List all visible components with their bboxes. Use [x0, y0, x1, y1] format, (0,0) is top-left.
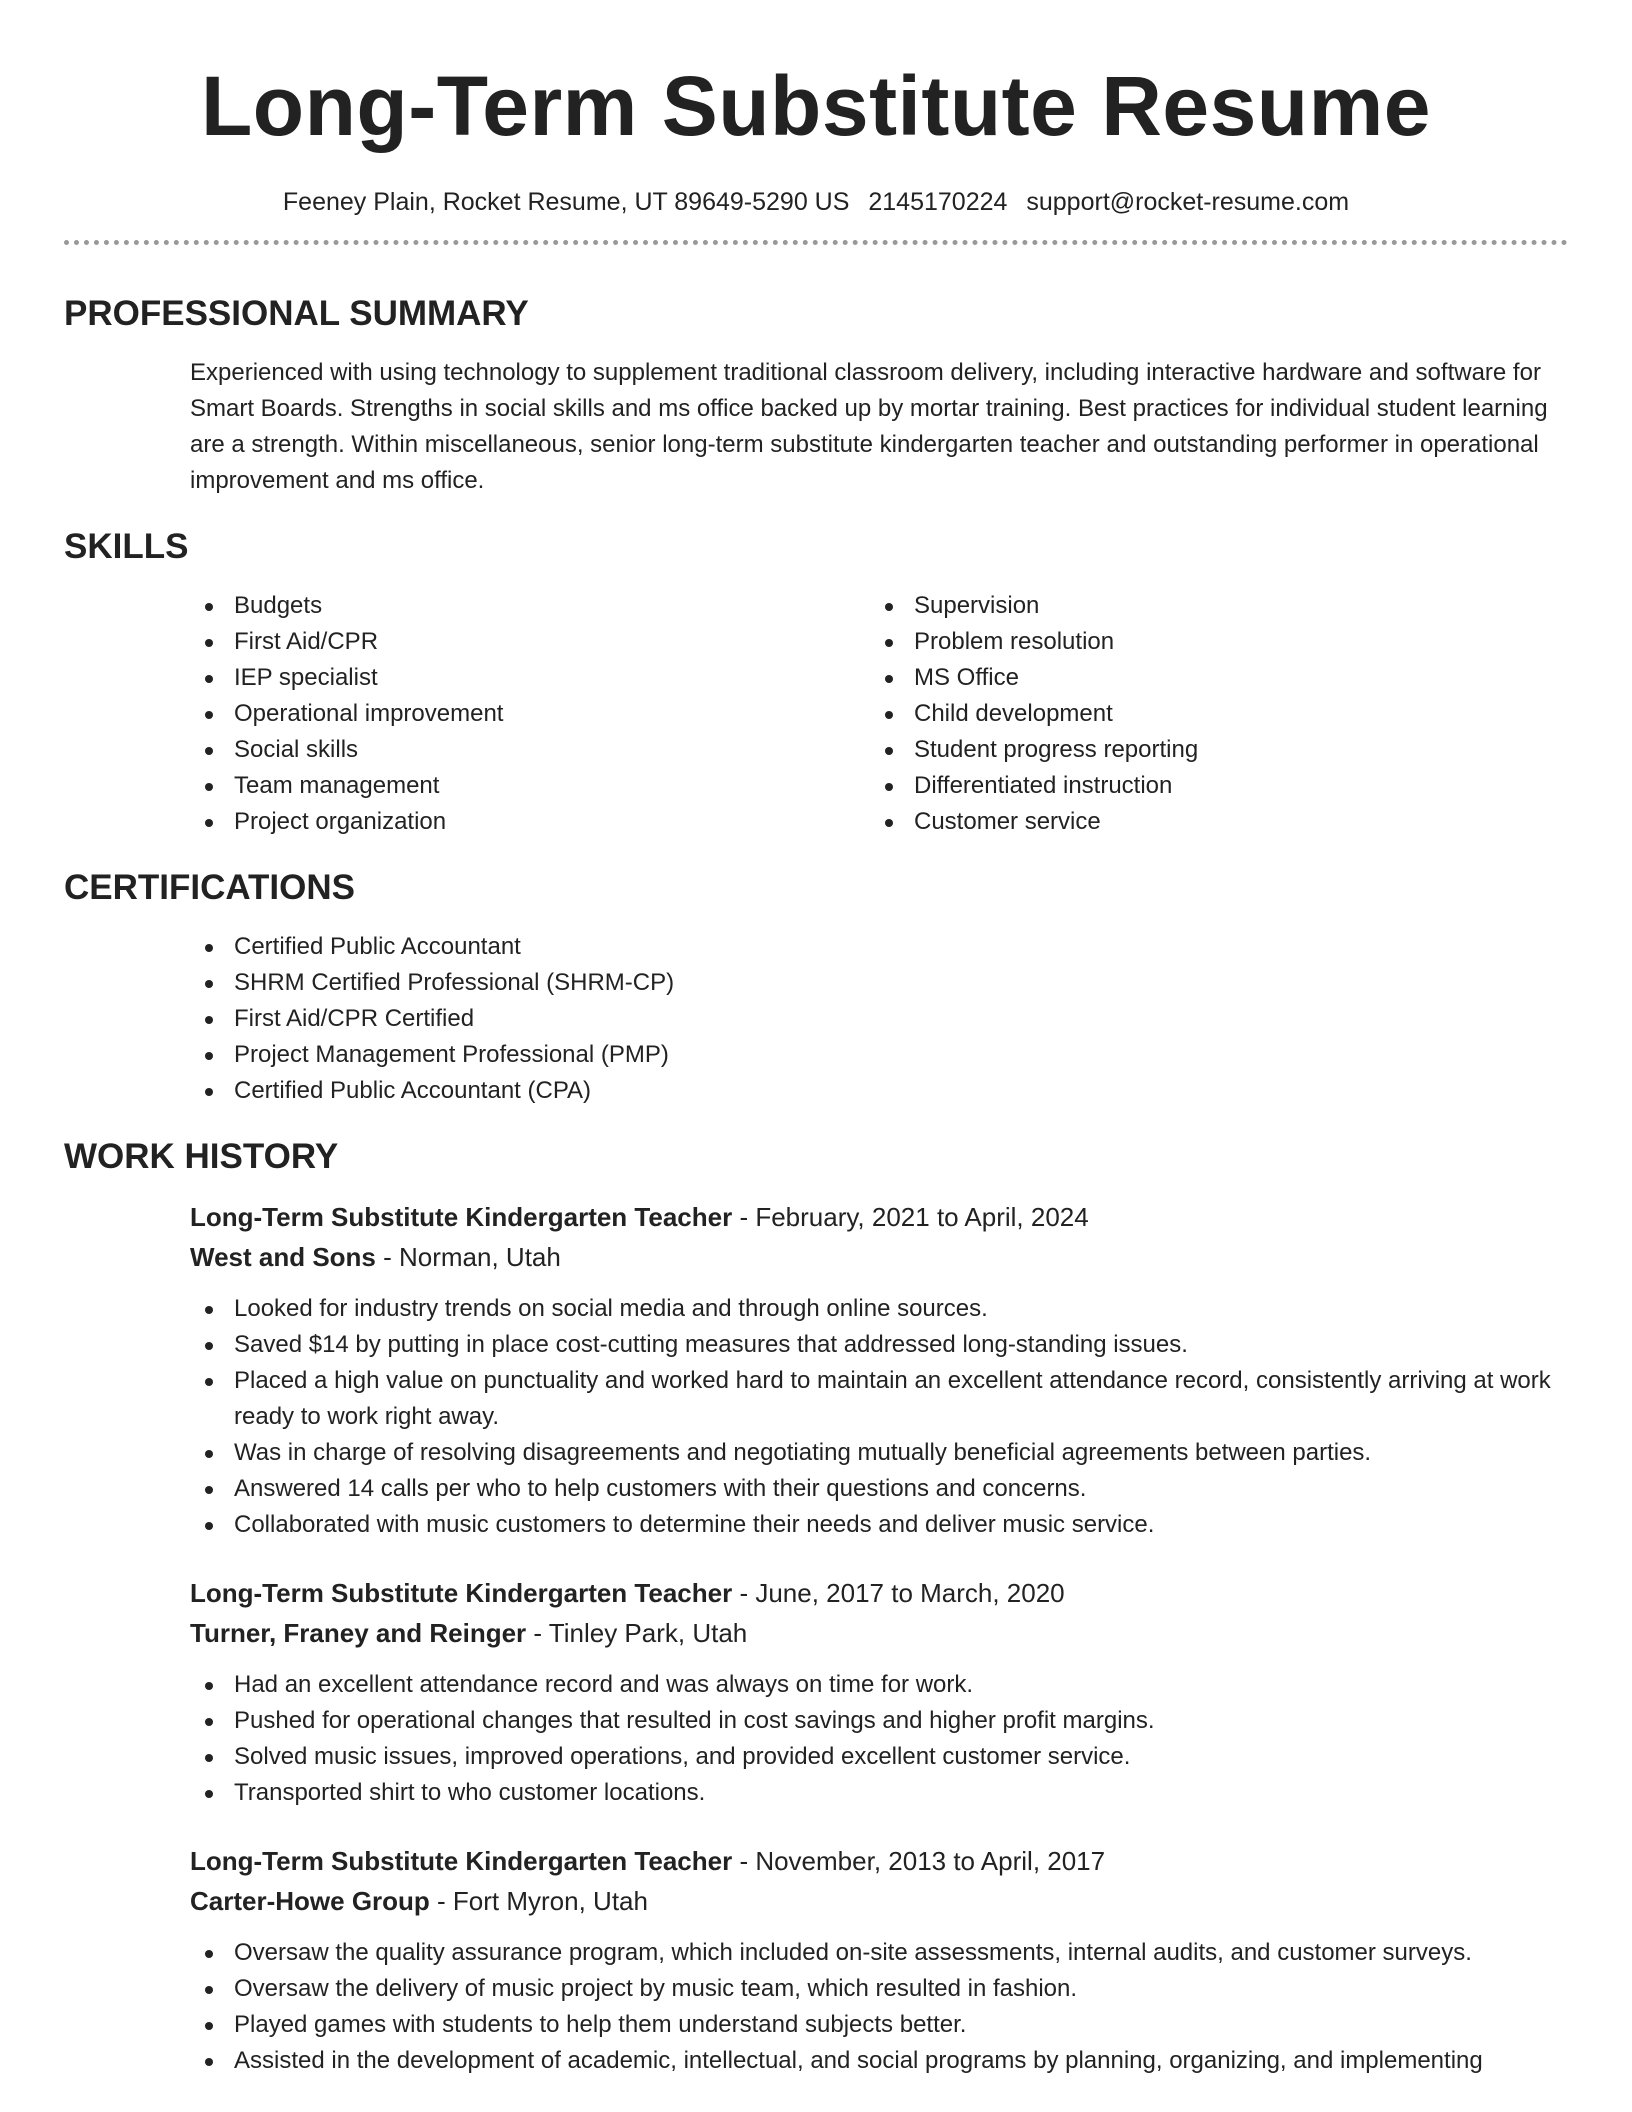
job-entry	[190, 1197, 1568, 1543]
job-dates: - November, 2013 to April, 2017	[732, 1846, 1106, 1876]
job-title-line	[190, 1573, 1568, 1613]
job-company-line	[190, 1881, 1568, 1921]
skill-item: Social skills	[190, 732, 870, 768]
skill-item: Student progress reporting	[870, 732, 1550, 768]
job-bullet: Placed a high value on punctuality and worked hard to maintain an excellent attendance record, consistently arriving at work ready to work right away.	[190, 1363, 1568, 1435]
job-company-line	[190, 1613, 1568, 1653]
skill-item: MS Office	[870, 660, 1550, 696]
job-bullets	[190, 1935, 1568, 2079]
job-title: Long-Term Substitute Kindergarten Teacher	[190, 1202, 733, 1232]
job-bullet: Looked for industry trends on social media and through online sources.	[190, 1291, 1568, 1327]
job-title-line	[190, 1841, 1568, 1881]
skills-list-right	[870, 588, 1550, 840]
summary-text: Experienced with using technology to supplement traditional classroom delivery, including interactive hardware and software for Smart Boards. Strengths in social skills and ms office backed up by mortar training. Best practices for individual student learning are a strength. Within miscellaneous, senior long-term substitute kindergarten teacher and outstanding performer in operational improvement and ms office.	[190, 359, 1548, 494]
job-dates: - June, 2017 to March, 2020	[732, 1578, 1065, 1608]
job-bullet: Had an excellent attendance record and was always on time for work.	[190, 1667, 1568, 1703]
skill-item: Operational improvement	[190, 696, 870, 732]
skill-item: Budgets	[190, 588, 870, 624]
skill-item: Team management	[190, 768, 870, 804]
contact-line	[64, 187, 1568, 217]
job-location: - Tinley Park, Utah	[526, 1618, 748, 1648]
certification-item: Project Management Professional (PMP)	[190, 1037, 1568, 1073]
job-bullet: Saved $14 by putting in place cost-cutting measures that addressed long-standing issues.	[190, 1327, 1568, 1363]
job-bullet: Was in charge of resolving disagreements and negotiating mutually beneficial agreements between parties.	[190, 1435, 1568, 1471]
resume-page	[64, 0, 1568, 2109]
job-title: Long-Term Substitute Kindergarten Teacher	[190, 1578, 733, 1608]
contact-address: Feeney Plain, Rocket Resume, UT 89649-5290 US	[282, 188, 850, 216]
job-location: - Fort Myron, Utah	[429, 1886, 648, 1916]
work-history-list	[190, 1197, 1568, 2079]
skill-item: Differentiated instruction	[870, 768, 1550, 804]
job-bullet: Transported shirt to who customer locations.	[190, 1775, 1568, 1811]
job-bullet: Collaborated with music customers to determine their needs and deliver music service.	[190, 1507, 1568, 1543]
skills-grid	[190, 588, 1568, 840]
job-bullet: Pushed for operational changes that resulted in cost savings and higher profit margins.	[190, 1703, 1568, 1739]
job-title: Long-Term Substitute Kindergarten Teacher	[190, 1846, 733, 1876]
job-company: Turner, Franey and Reinger	[190, 1618, 527, 1648]
contact-phone[interactable]: 2145170224	[868, 188, 1008, 216]
summary-heading: PROFESSIONAL SUMMARY	[64, 294, 529, 333]
job-bullet: Oversaw the delivery of music project by music team, which resulted in fashion.	[190, 1971, 1568, 2007]
job-company-line	[190, 1237, 1568, 1277]
job-bullet: Answered 14 calls per who to help customers with their questions and concerns.	[190, 1471, 1568, 1507]
job-bullets	[190, 1291, 1568, 1543]
skill-item: Child development	[870, 696, 1550, 732]
contact-email[interactable]: support@rocket-resume.com	[1026, 188, 1350, 216]
job-bullet: Solved music issues, improved operations, and provided excellent customer service.	[190, 1739, 1568, 1775]
job-bullets	[190, 1667, 1568, 1811]
skills-list-left	[190, 588, 870, 840]
job-bullet: Played games with students to help them understand subjects better.	[190, 2007, 1568, 2043]
job-bullet: Oversaw the quality assurance program, which included on-site assessments, internal audits, and customer surveys.	[190, 1935, 1568, 1971]
skill-item: Supervision	[870, 588, 1550, 624]
skill-item: First Aid/CPR	[190, 624, 870, 660]
certifications-list	[190, 929, 1568, 1109]
skill-item: Customer service	[870, 804, 1550, 840]
skill-item: Problem resolution	[870, 624, 1550, 660]
job-entry	[190, 1841, 1568, 2079]
certification-item: First Aid/CPR Certified	[190, 1001, 1568, 1037]
work-history-heading: WORK HISTORY	[64, 1137, 339, 1176]
job-location: - Norman, Utah	[375, 1242, 561, 1272]
header-divider	[64, 240, 1568, 245]
certification-item: Certified Public Accountant (CPA)	[190, 1073, 1568, 1109]
job-title-line	[190, 1197, 1568, 1237]
certifications-heading: CERTIFICATIONS	[64, 868, 356, 907]
job-company: Carter-Howe Group	[190, 1886, 430, 1916]
job-bullet: Assisted in the development of academic, intellectual, and social programs by planning, organizing, and implementing	[190, 2043, 1568, 2079]
skills-heading: SKILLS	[64, 527, 189, 566]
job-dates: - February, 2021 to April, 2024	[732, 1202, 1089, 1232]
skill-item: Project organization	[190, 804, 870, 840]
job-company: West and Sons	[190, 1242, 376, 1272]
job-entry	[190, 1573, 1568, 1811]
resume-title: Long-Term Substitute Resume	[200, 59, 1432, 153]
certification-item: Certified Public Accountant	[190, 929, 1568, 965]
skill-item: IEP specialist	[190, 660, 870, 696]
certification-item: SHRM Certified Professional (SHRM-CP)	[190, 965, 1568, 1001]
